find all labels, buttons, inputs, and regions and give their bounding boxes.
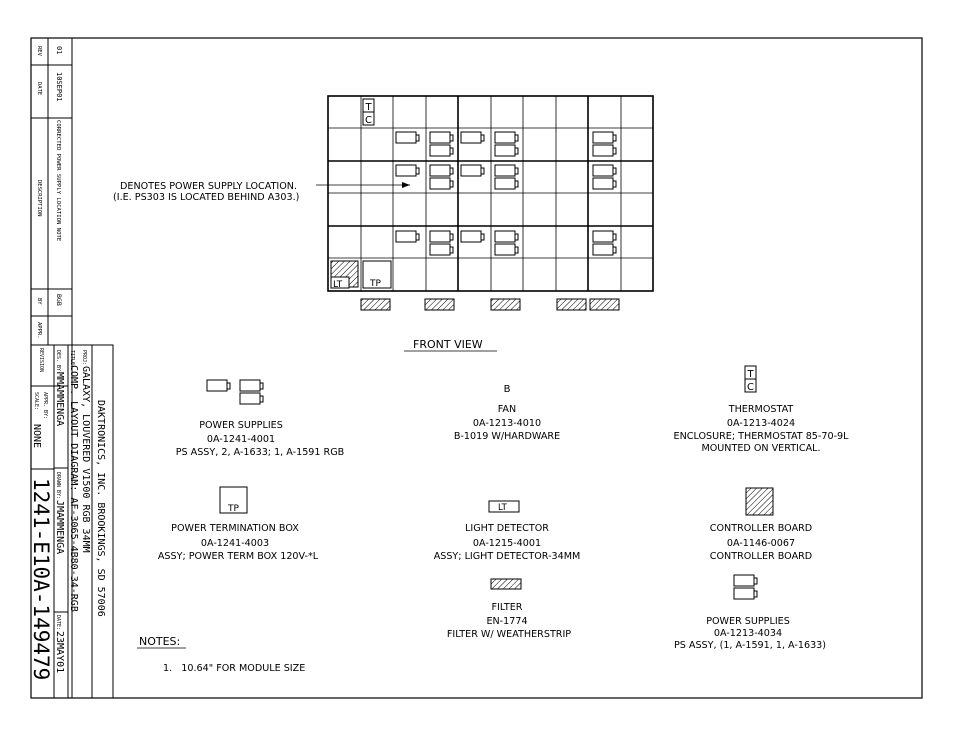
description-header: DESCRIPTION <box>36 180 42 217</box>
lt-name: LIGHT DETECTOR <box>465 523 549 534</box>
designed-by: MMAMMENGA <box>54 372 65 427</box>
fan-symbol: B <box>503 384 511 395</box>
date-value: 10SEP01 <box>55 72 63 102</box>
drawing-number: 1241-E10A-149479 <box>29 478 53 681</box>
cb-name: CONTROLLER BOARD <box>709 523 813 534</box>
legend-light-detector <box>434 501 581 562</box>
description-value: CORRECTED POWER SUPPLY LOCATION NOTE <box>55 120 61 242</box>
thermo-name: THERMOSTAT <box>728 404 794 415</box>
tp-desc: ASSY; POWER TERM BOX 120V-*L <box>157 551 319 562</box>
drawing-title: COMP. LAYOUT DIAGRAM: AF-3065-4B80-34-RGB <box>68 365 79 612</box>
filter-desc: FILTER W/ WEATHERSTRIP <box>446 629 572 640</box>
by-value: BGB <box>55 294 63 306</box>
ps-desc: PS ASSY, 2, A-1633; 1, A-1591 RGB <box>175 447 345 458</box>
legend-controller-board <box>710 488 812 562</box>
scale-label: SCALE: <box>33 392 39 411</box>
ps-name: POWER SUPPLIES <box>199 420 283 431</box>
scale-value: NONE <box>31 424 42 449</box>
filter-part: EN-1774 <box>486 616 528 627</box>
tp-part: 0A-1241-4003 <box>200 538 270 549</box>
notes-heading: NOTES: <box>139 635 181 648</box>
grid-power-supplies <box>396 132 616 255</box>
tp-symbol: TP <box>228 504 239 514</box>
proj-label: PROJ: <box>81 350 87 366</box>
front-view-grid <box>328 96 653 291</box>
fan-name: FAN <box>497 404 517 415</box>
title-block <box>29 345 113 698</box>
legend-thermostat <box>674 366 850 454</box>
thermo-symbol-t: T <box>747 369 754 380</box>
project-name: GALAXY, LOUVERED V1500 RGB 34MM <box>80 366 91 553</box>
des-label: DES. BY: <box>55 350 61 375</box>
cb-desc: CONTROLLER BOARD <box>709 551 813 562</box>
date-label: DATE: <box>55 615 61 631</box>
ps2-desc: PS ASSY, (1, A-1591, 1, A-1633) <box>673 640 827 651</box>
thermo-desc: ENCLOSURE; THERMOSTAT 85-70-9L <box>673 431 849 442</box>
grid-thermostat-t: T <box>365 102 372 113</box>
legend-filter <box>447 579 571 640</box>
ps2-name: POWER SUPPLIES <box>706 616 790 627</box>
grid-power-term-label: TP <box>370 279 381 289</box>
ps2-part: 0A-1213-4034 <box>713 628 783 639</box>
note-1: 1. 10.64" FOR MODULE SIZE <box>163 663 306 674</box>
lt-part: 0A-1215-4001 <box>472 538 542 549</box>
ps-part: 0A-1241-4001 <box>206 434 276 445</box>
legend-power-supplies-2 <box>674 575 826 651</box>
legend-fan <box>454 384 560 442</box>
drawn-by: JMAMMENGA <box>54 500 65 555</box>
callout-line2: (I.E. PS303 IS LOCATED BEHIND A303.) <box>113 192 300 203</box>
rev-header: REV <box>36 46 42 56</box>
title-label: TITLE: <box>69 350 75 369</box>
lt-symbol: LT <box>498 503 507 513</box>
date-header: DATE <box>36 82 42 96</box>
legend-power-supplies <box>176 380 345 458</box>
appr-label: APPR. BY: <box>42 392 48 420</box>
rev-value: 01 <box>55 46 63 55</box>
grid-filters <box>361 299 619 310</box>
cb-part: 0A-1146-0067 <box>726 538 796 549</box>
thermo-part: 0A-1213-4024 <box>726 418 796 429</box>
lt-desc: ASSY; LIGHT DETECTOR-34MM <box>433 551 581 562</box>
revision-block <box>31 38 72 345</box>
legend-power-termination <box>158 487 319 562</box>
appr-header: APPR. <box>36 322 42 339</box>
drawn-label: DRAWN BY: <box>55 472 61 500</box>
notes <box>137 635 305 674</box>
callout-arrowhead <box>402 182 410 188</box>
thermo-note: MOUNTED ON VERTICAL. <box>701 443 821 454</box>
drawing-date: 23MAY01 <box>54 631 65 674</box>
fan-desc: B-1019 W/HARDWARE <box>453 431 561 442</box>
thermo-symbol-c: C <box>747 382 754 393</box>
callout-line1: DENOTES POWER SUPPLY LOCATION. <box>120 181 298 192</box>
filter-name: FILTER <box>491 602 523 613</box>
grid-light-detector-label: LT <box>333 280 343 290</box>
front-view-title: FRONT VIEW <box>413 338 483 351</box>
tp-name: POWER TERMINATION BOX <box>171 523 299 534</box>
revision-label: REVISION <box>38 348 44 373</box>
company-name: DAKTRONICS, INC. BROOKINGS, SD 57006 <box>95 400 106 617</box>
grid-thermostat-c: C <box>365 115 372 126</box>
fan-part: 0A-1213-4010 <box>472 418 542 429</box>
by-header: BY <box>36 298 42 305</box>
